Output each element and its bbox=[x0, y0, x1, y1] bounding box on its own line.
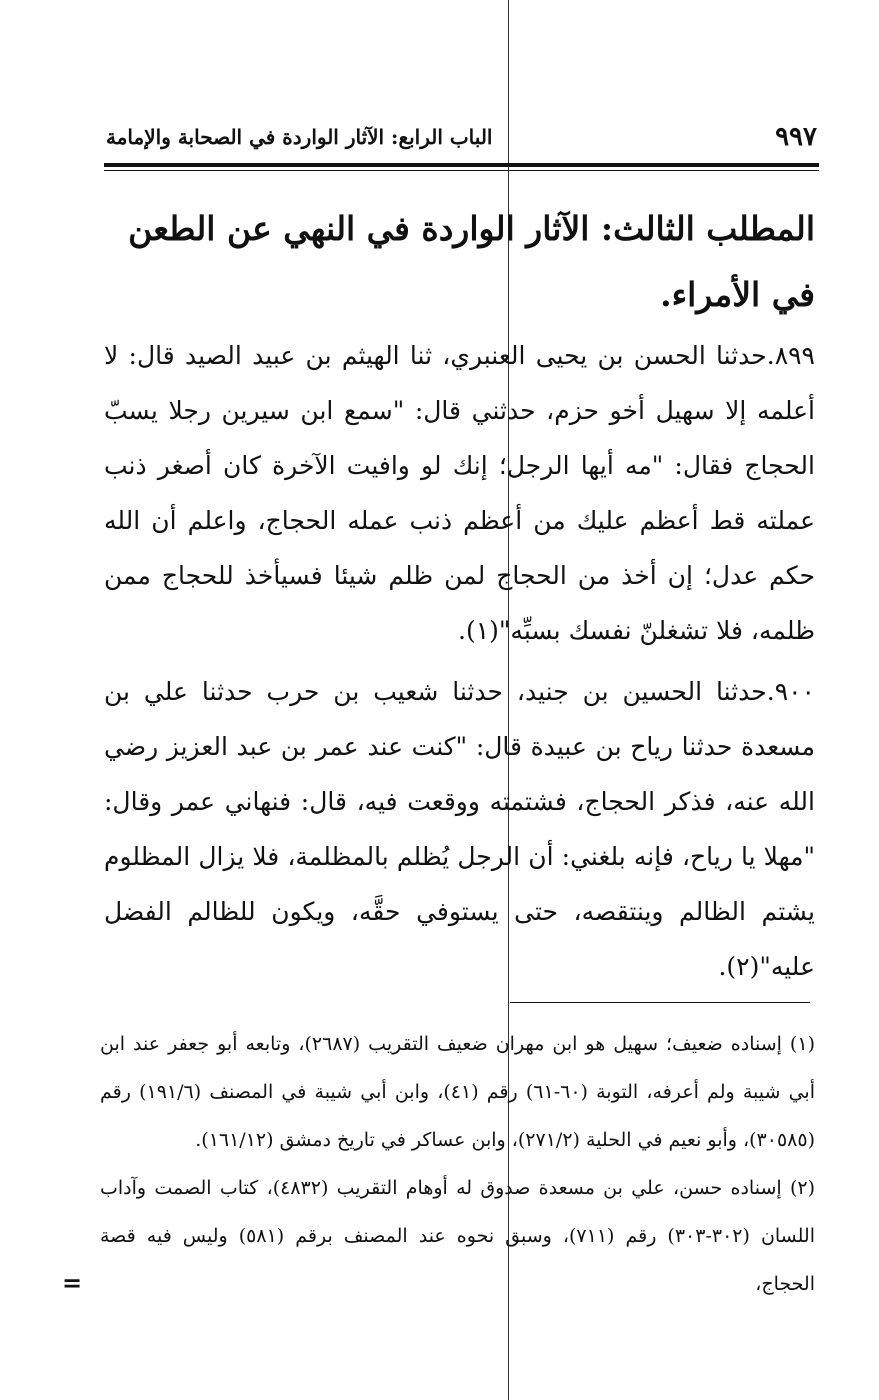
footnotes bbox=[100, 1020, 815, 1308]
main-text bbox=[104, 196, 815, 1000]
section-title: المطلب الثالث: الآثار الواردة في النهي عن الطعن في الأمراء. bbox=[128, 209, 815, 314]
page-header bbox=[106, 116, 817, 158]
footnote-2: (٢) إسناده حسن، علي بن مسعدة صدوق له أوهام التقريب (٤٨٣٢)، كتاب الصمت وآداب اللسان (٣٠٢-٣٠٣) رقم (٧١١)، وسبق نحوه عند المصنف برقم (٥٨١) وليس فيه قصة الحجاج، bbox=[100, 1177, 815, 1295]
paragraph-900: ٩٠٠.حدثنا الحسين بن جنيد، حدثنا شعيب بن حرب حدثنا علي بن مسعدة حدثنا رياح بن عبيدة قال: "كنت عند عمر بن عبد العزيز رضي الله عنه، فذكر الحجاج، فشتمته ووقعت فيه، قال: فنهاني عمر وقال: "مهلا يا رياح، فإنه بلغني: أن الرجل يُظلم بالمظلمة، فلا يزال المظلوم يشتم الظالم وينتقصه، حتى يستوفي حقَّه، ويكون للظالم الفضل عليه"(٢). bbox=[104, 677, 815, 981]
running-title: الباب الرابع: الآثار الواردة في الصحابة والإمامة bbox=[106, 125, 493, 149]
paragraph-899: ٨٩٩.حدثنا الحسن بن يحيى العنبري، ثنا الهيثم بن عبيد الصيد قال: لا أعلمه إلا سهيل أخو حزم، حدثني قال: "سمع ابن سيرين رجلا يسبّ الحجاج فقال: "مه أيها الرجل؛ إنك لو وافيت الآخرة كان أصغر ذنب عملته قط أعظم عليك من أعظم ذنب عمله الحجاج، واعلم أن الله حكم عدل؛ إن أخذ من الحجاج لمن ظلم شيئا فسيأخذ للحجاج ممن ظلمه، فلا تشغلنّ نفسك بسبِّه"(١). bbox=[104, 341, 815, 645]
continuation-mark: = bbox=[62, 1268, 83, 1297]
header-rule-thick bbox=[104, 163, 819, 167]
footnote-separator bbox=[510, 1002, 810, 1003]
page-number: ٩٩٧ bbox=[775, 122, 817, 152]
header-rule-thin bbox=[104, 170, 819, 171]
footnote-1: (١) إسناده ضعيف؛ سهيل هو ابن مهران ضعيف التقريب (٢٦٨٧)، وتابعه أبو جعفر عند ابن أبي شيبة ولم أعرفه، التوبة (٦٠-٦١) رقم (٤١)، وابن أبي شيبة في المصنف (١٩١/٦) رقم (٣٠٥٨٥)، وأبو نعيم في الحلية (٢٧١/٢)، وابن عساكر في تاريخ دمشق (١٦١/١٢). bbox=[100, 1033, 815, 1151]
